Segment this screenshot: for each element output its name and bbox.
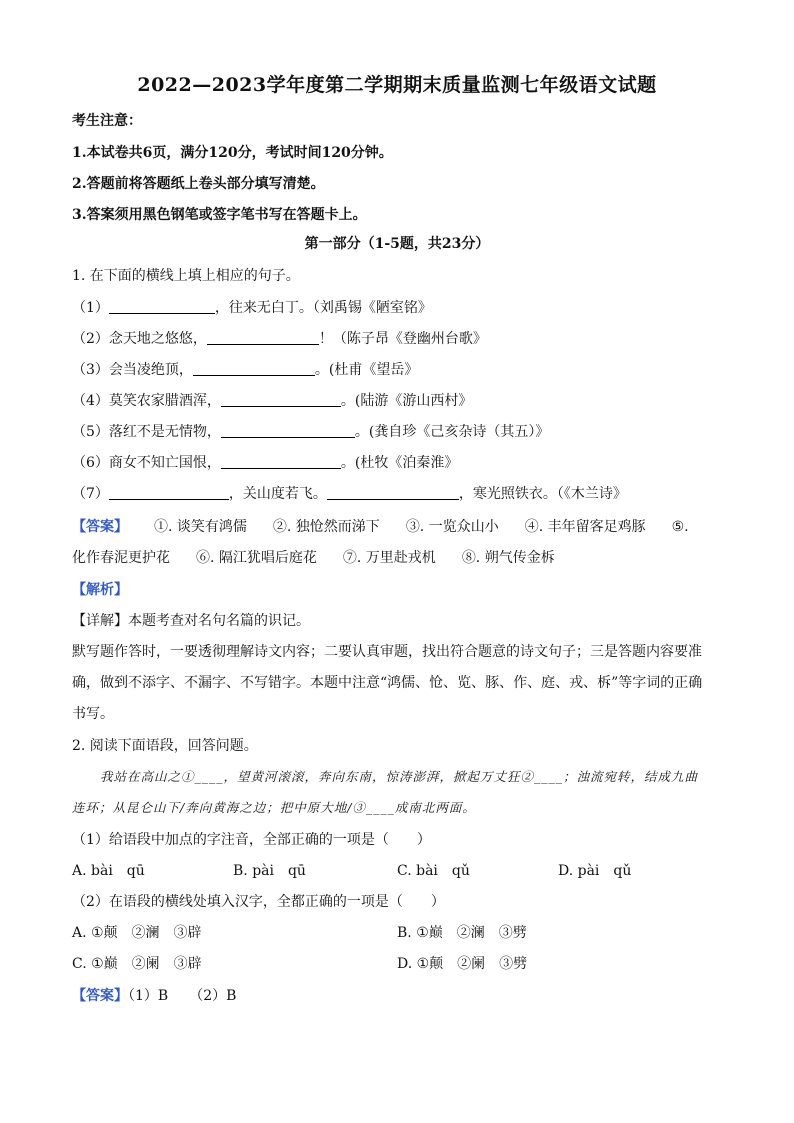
item-text: 会当凌绝顶，: [108, 362, 193, 378]
item-text: 商女不知亡国恨，: [108, 455, 221, 471]
answer-blank: [109, 485, 229, 500]
fill-item: [72, 483, 627, 503]
answer-item: ④. 丰年留客足鸡豚: [524, 519, 646, 535]
item-text: ！（陈子昂《登幽州台歌》: [318, 331, 487, 347]
fill-item: [72, 359, 418, 379]
item-text: 落红不是无情物，: [108, 424, 221, 440]
answer-tag: 【答案】: [72, 519, 128, 535]
detail-tag: 【详解】: [72, 613, 128, 629]
sub-question: （1）给语段中加点的字注音，全部正确的一项是（ ）: [72, 832, 431, 848]
answer-item: ①. 谈笑有鸿儒: [154, 519, 247, 535]
notice-item: 2.答题前将答题纸上卷头部分填写清楚。: [72, 176, 325, 192]
answer-line: [72, 985, 236, 1005]
option-b[interactable]: B. pài qū: [233, 863, 306, 879]
detail-line: [72, 610, 310, 630]
item-text: 。(龚自珍《己亥杂诗（其五）》: [354, 424, 550, 440]
option-d[interactable]: D. ①颠 ②阑 ③劈: [397, 956, 528, 972]
detail-text: 本题考查对名句名篇的识记。: [128, 613, 310, 629]
passage-line: 我站在高山之①____，望黄河滚滚，奔向东南，惊涛澎湃，掀起万丈狂②____；浊流宛转，结成九曲: [100, 769, 699, 784]
item-text: 。(杜甫《望岳》: [314, 362, 419, 378]
answer-item: ③. 一览众山小: [405, 519, 499, 535]
fill-item: [72, 328, 487, 348]
option-c[interactable]: C. ①巅 ②阑 ③辟: [72, 956, 202, 972]
section-heading: 第一部分（1-5题，共23分）: [304, 236, 490, 252]
explain-line: 默写题作答时，一要透彻理解诗文内容；二要认真审题，找出符合题意的诗文句子；三是答题内容要准: [72, 644, 702, 660]
option-a[interactable]: A. ①颠 ②澜 ③辟: [72, 925, 202, 941]
option-b[interactable]: B. ①巅 ②澜 ③劈: [397, 925, 527, 941]
item-number: （3）: [72, 362, 109, 378]
item-text: 。(杜牧《泊秦淮》: [340, 455, 459, 471]
analysis-tag: 【解析】: [72, 582, 128, 598]
item-number: （7）: [72, 486, 109, 502]
answer-item: ⑧. 朔气传金柝: [461, 550, 555, 566]
answer-blank: [193, 361, 315, 376]
answer-item: 化作春泥更护花: [72, 550, 170, 566]
question-stem: 2. 阅读下面语段，回答问题。: [72, 738, 258, 754]
item-text: 莫笑农家腊酒浑，: [108, 393, 221, 409]
fill-item: [72, 297, 432, 317]
item-text: 。(陆游《游山西村》: [340, 393, 473, 409]
answer-blank: [221, 392, 341, 407]
answer-line: [72, 547, 581, 567]
answer-line: [72, 516, 722, 536]
option-a[interactable]: A. bài qū: [72, 863, 145, 879]
passage-line: 连环；从昆仑山下/奔向黄海之边；把中原大地/③____成南北两面。: [72, 800, 476, 815]
answer-blank: [207, 330, 319, 345]
fill-item: [72, 452, 458, 472]
item-number: （5）: [72, 424, 109, 440]
explain-line: 确，做到不添字、不漏字、不写错字。本题中注意“鸿儒、怆、览、豚、作、庭、戎、柝”等字词的正确: [72, 675, 703, 691]
answer-blank: [109, 299, 215, 314]
fill-item: [72, 390, 472, 410]
answer-blank: [221, 454, 341, 469]
answer-text: （1）B （2）B: [128, 988, 237, 1004]
item-number: （4）: [72, 393, 109, 409]
notice-item: 3.答案须用黑色钢笔或签字笔书写在答题卡上。: [72, 207, 367, 223]
option-c[interactable]: C. bài qǔ: [397, 863, 470, 879]
item-number: （6）: [72, 455, 109, 471]
item-number: （1）: [72, 300, 109, 316]
fill-item: [72, 421, 549, 441]
sub-question: （2）在语段的横线处填入汉字，全都正确的一项是（ ）: [72, 894, 445, 910]
answer-blank: [221, 423, 355, 438]
answer-item: ②. 独怆然而涕下: [272, 519, 380, 535]
item-number: （2）: [72, 331, 109, 347]
explain-line: 书写。: [72, 706, 114, 722]
answer-tag: 【答案】: [72, 988, 128, 1004]
item-text: ，关山度若飞。: [228, 486, 327, 502]
page-title: 2022—2023学年度第二学期期末质量监测七年级语文试题: [137, 74, 657, 96]
answer-item: ⑥. 隔江犹唱后庭花: [196, 550, 317, 566]
answer-item: ⑤.: [671, 519, 689, 535]
answer-item: ⑦. 万里赴戎机: [342, 550, 436, 566]
option-d[interactable]: D. pài qǔ: [558, 863, 632, 879]
item-text: ，往来无白丁。（刘禹锡《陋室铭》: [214, 300, 432, 316]
notice-item: 1.本试卷共6页，满分120分，考试时间120分钟。: [72, 145, 393, 161]
question-stem: 1. 在下面的横线上填上相应的句子。: [72, 268, 300, 284]
item-text: ，寒光照铁衣。（《木兰诗》: [458, 486, 627, 502]
item-text: 念天地之悠悠，: [108, 331, 207, 347]
answer-blank: [327, 485, 459, 500]
notice-heading: 考生注意：: [72, 113, 142, 129]
